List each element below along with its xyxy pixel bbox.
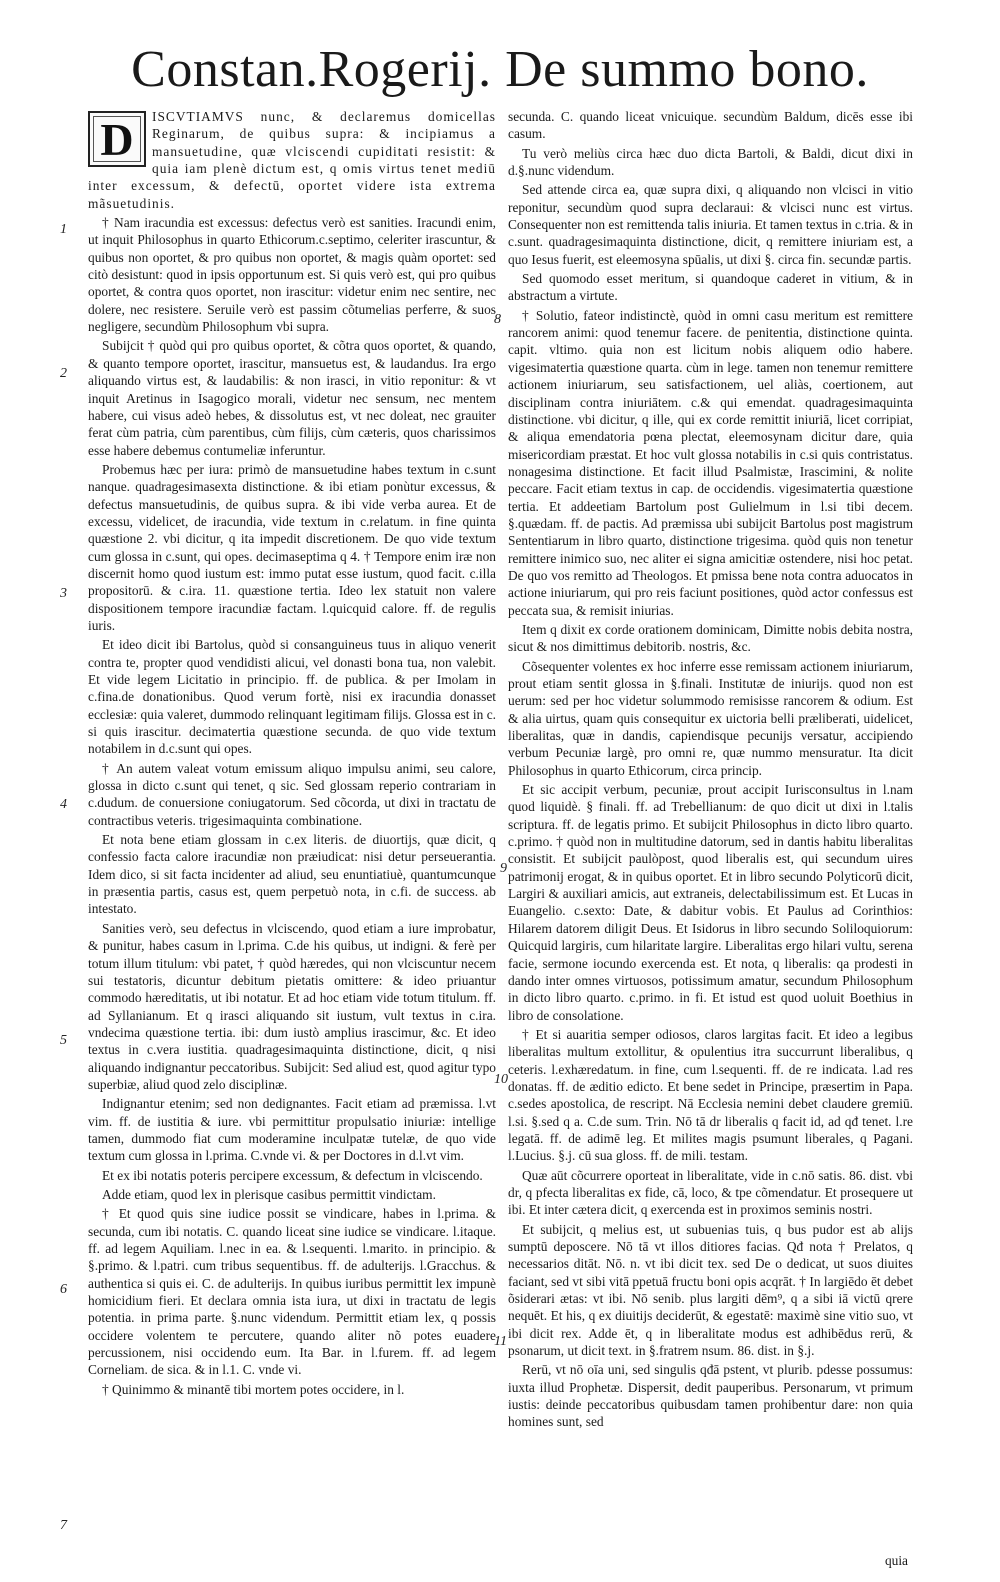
left-paragraph-12: † Et quod quis sine iudice possit se vindicare, habes in l.prima. & secunda, cum ibi notatis. C. quando liceat sine iudice se vindicare. l.itaque. ff. ad legem Aquiliam. l.nec in ea. & l.sequenti. l.marito. in principio. & §.primo. & l.patri. cum tribus sequentibus. ff. de adulterijs. l.Gracchus. & authentica si quis ei. C. de adulterijs. In quibus iuribus permittit lex impunè homicidium fieri. Et declara omnia ista iura, ut dixi in tractatu de legis potentia. in prima parte. §.nunc videndum. Permittit etiam lex, q possis occidere volentem te percutere, quando aliter nõ potes euadere percussionem, nisi occidendo eum. Ita Bar. in l.furem. ff. ad legem Corneliam. de sica. & in l.1. C. vnde vi.	[88, 1206, 496, 1378]
initial-letter: D	[100, 114, 134, 165]
left-paragraph-11: Adde etiam, quod lex in plerisque casibus permittit vindictam.	[102, 1186, 436, 1202]
right-paragraph-3: Sed attende circa ea, quæ supra dixi, q aliquando non vlcisci in vitio reponitur, secundùm quod supra declaraui: & vlcisci nunc est virtus. Consequenter non est remittenda talis iniuria. Et tamen textus in c.tria. & in c.sunt. quadragesimaquinta distinctione, dicit, q remittere iniuriam est, a quo Iesus fuerit, est eleemosyna spūalis, ut dixi §. circa fin. secundæ partis.	[508, 182, 913, 267]
right-paragraph-5: † Solutio, fateor indistinctè, quòd in omni casu meritum est remittere rancorem animi: quod tenemur facere. de penitentia, distinctione quinta. capit. vltimo. quia non est licitum nobis aliquem odio habere. vigesimatertia quæstione quarta. cùm in lege. tamen non tenemur remittere actionem iniuriarum, seu satisfactionem, uel aliàs, coertionem, aut disciplinam contra iniuriātem. c.& qui emendat. quadragesimaquinta distinctione. vbi dicitur, q ille, qui ex corde remittit iniuriā, licet corripiat, & aliqua emendatoria pœna plectat, eleemosynam dicitur dare, quia misericordiam præstat. Et hoc vult glossa notabilis in c.si quis contristatus. nonagesima distinctione. Et facit illud Psalmistæ, Irascimini, & nolite peccare. Facit etiam textus in cap. de occidendis. vigesimatertia quæstione tertia. Et addeetiam Bartolum post Gulielmum in l.si tibi decem. §.quædam. ff. de pactis. Ad præmissa ubi subijcit Bartolus post magistrum Sententiarum in libro quarto, distinctione trigesima. quòd quis non tenetur remittere inimico suo, nec aliter ei signa amicitiæ ostendere, nisi hoc petat. De quo vos remitto ad Theologos. Et pmissa bene nota contra aduocatos in actione iniuriarum, qui pro reis faciunt positiones, quòd actor confessus est peccata sua, & remisit iniurias.	[508, 307, 913, 618]
right-paragraph-8: Et sic accipit verbum, pecuniæ, prout accipit Iurisconsultus in l.nam quod liquidè. § finali. ff. ad Trebellianum: de quo dicit ut dixi in l.talis scriptura. ff. de legatis primo. Et subijcit Philosophus in dicto libro quarto. c.primo. † quòd non in multitudine datorum, sed in dantis habitu liberalitas consistit. Et subijcit paulòpost, quod liberalis est, qui secundum uires patrimonij erogat, & in quibus oportet. Et in libro secundo Polyticorū dicit, Largiri & auxiliari amicis, aut extraneis, delectabilissimum est. Et Lucas in Euangelio. c.sexto: Date, & dabitur vobis. Et Paulus ad Corinthios: Hilarem datorem diligit Deus. Et Isidorus in libro secundo Soliloquiorum: Quicquid largiris, cum hilaritate largire. Liberalitas ergo hilari vultu, serena facie, sermone iocundo exercenda est. Et nota, q liberalis: qa prodesti in dando inter omnes virtuosos, potissimum amatur, secundum Philosophum in dicto libro quarto. c.primo. in fi. Et istud est quod uoluit Boethius in libro de consolatione.	[508, 782, 913, 1023]
decorated-initial	[88, 111, 146, 167]
margin-number-right: 11	[494, 1334, 507, 1349]
left-paragraph-8: Sanities verò, seu defectus in vlciscendo, quod etiam a iure improbatur, & punitur, habes casum in l.prima. C.de his quibus, ut indigni. & ferè per totum illum titulum: vbi patet, † quòd hæredes, qui non vlciscuntur necem sui testatoris, dicuntur debitum pietatis omittere: & ideo priuantur commodo hæreditatis, ut ibi notatur. Et ad hoc etiam vide totum titulum. ff. ad Syllanianum. Et q irasci aliquando sit iustum, vult textus in c.ira. vndecima quæstione tertia. ibi: dum iustò amplius irascimur, &c. Et ideo textus in c.vera iustitia. quadragesimaquinta distinctione, dicit, q nisi aliquando indignantur peccatoribus. Subijcit: Sed aliud est, quod agitur typo superbiæ, aliud quod zelo disciplinæ.	[88, 920, 496, 1092]
margin-number-left: 7	[60, 1518, 67, 1533]
right-paragraph-11: Et subijcit, q melius est, ut subuenias tuis, q bus pudor est ab alijs sumptū deposcere. Nō tā vt illos ditiores facias. Qđ nota † Prelatos, q necessarios ditāt. Nō. n. vt ibi dicit tex. sed De o dedicat, ut suos diuites faciant, sed vt sibi vitā ppetuā fructu boni opis acqrāt. † In largiēdo ēt debet õsiderari ætas: vt ibi. Nō senib. plus largiti dēm⁹, q a sibi iā victū qrere nequēt. Et his, q ex diuitijs deciderūt, & egestatē: maximè sine vitio suo, vt ibi dicit rex. Adde ēt, q in liberalitate modus est adhibēdus rerū, & psonarum, ut dicit text. in §.fratrem nsum. 86. dist. in §.j.	[508, 1221, 913, 1359]
margin-number-right: 8	[494, 312, 501, 327]
margin-number-left: 2	[60, 366, 67, 381]
margin-number-left: 4	[60, 797, 67, 812]
left-paragraph-10: Et ex ibi notatis poteris percipere excessum, & defectum in vlciscendo.	[102, 1167, 483, 1183]
right-paragraph-1: secunda. C. quando liceat vnicuique. secundùm Baldum, dicēs esse ibi casum.	[508, 109, 913, 142]
right-paragraph-4: Sed quomodo esset meritum, si quandoque caderet in vitium, & in abstractum a virtute.	[508, 271, 913, 304]
left-paragraph-5: Et ideo dicit ibi Bartolus, quòd si consanguineus tuus in aliquo venerit contra te, propter quod vendidisti alicui, vel donasti bona tua, non valebit. Et vide legem Licitatio in principio. ff. de publica. & per Imolam in c.fina.de donationibus. Quod verum fortè, nisi ex iracundia donasset ecclesiæ: quia valeret, dummodo relinquant legitimam filijs. Glossa est in c. si quis irascitur. decimatertia quæstione secunda. de quo vide textum notabilem in d.c.sunt qui opes.	[88, 637, 496, 757]
left-paragraph-6: † An autem valeat votum emissum aliquo impulsu animi, seu calore, glossa in dicto c.sunt qui tenet, q sic. Sed glossam reperio contrariam in c.dudum. de conuersione coniugatorum. Sed cõcorda, ut dixi in tractatu de contractibus veteris. trigesimaquinta combinatione.	[88, 760, 496, 828]
margin-number-left: 1	[60, 222, 67, 237]
right-column	[508, 108, 913, 1560]
left-paragraph-13: † Quinimmo & minantē tibi mortem potes occidere, in l.	[102, 1381, 405, 1397]
margin-number-right: 9	[500, 861, 507, 876]
right-paragraph-6: Item q dixit ex corde orationem dominicam, Dimitte nobis debita nostra, sicut & nos dimittimus debitorib. nostris, &c.	[508, 621, 913, 655]
left-paragraph-3: Subijcit † quòd qui pro quibus oportet, & cõtra quos oportet, & quando, & quanto tempore oportet, irascitur, mansuetus est, & laudandus. Ira ergo aliquando virtus est, & laudabilis: & non irasci, in vitio reponitur: & vt inquit Aretinus in Isagogico morali, videtur nec sensum, nec mentem habere, cui visus adeò hebes, & dissolutus est, vt nec doleat, nec grauiter ferat cùm patria, cùm parentibus, cùm filijs, cùm cæteris, quos charissimos esse habere debemus contumeliæ inferuntur.	[88, 338, 496, 458]
left-paragraph-7: Et nota bene etiam glossam in c.ex literis. de diuortijs, quæ dicit, q confessio facta calore iracundiæ non præiudicat: nisi detur perseuerantia. Idem dico, si sit facta incidenter ad aliud, seu enuntiatiuè, quantumcunque in præsentia partis, casus est, quem perpetuò nota, in c.fi. de success. ab intestato.	[88, 832, 496, 917]
margin-number-right: 10	[494, 1072, 508, 1087]
catchword: quia	[884, 1553, 908, 1568]
running-header: Constan.Rogerij. De summo bono.	[131, 41, 869, 98]
margin-number-left: 6	[60, 1282, 67, 1297]
left-paragraph-4: Probemus hæc per iura: primò de mansuetudine habes textum in c.sunt nanque. quadragesimasexta distinctione. & ibi etiam ponùtur excessus, & defectus mansuetudinis, de quibus supra. & ibi vide verba aurea. Et de excessu, videlicet, de iracundia, vide textum in c.relatum. in fine quinta quæstione 2. vbi dicitur, q ita impedit discretionem. De quo vide textum cum glossa in c.sunt, qui opes. decimaseptima q 4. † Tempore enim iræ non discernit homo quod iustum est: immo putat esse iustum, quod facit. c.illa propositorū. & c.ira. 11. quæstione tertia. Ideo lex statuit non valere dispositionem tempore iracundiæ factam. l.quicquid calore. ff. de regulis iuris.	[88, 461, 496, 633]
left-column	[88, 108, 496, 1560]
right-paragraph-2: Tu verò meliùs circa hæc duo dicta Bartoli, & Baldi, dicut dixi in d.§.nunc videndum.	[508, 145, 913, 179]
right-paragraph-10: Quæ aūt cõcurrere oporteat in liberalitate, vide in c.nō satis. 86. dist. vbi dr, q pfecta liberalitas ex fide, cā, loco, & tpe cõmendatur. Et prosequere ut ibi. Et inter cætera dicit, q exercenda est in proximos seminis nostri.	[508, 1167, 913, 1218]
margin-number-left: 5	[60, 1033, 67, 1048]
right-paragraph-7: Cõsequenter volentes ex hoc inferre esse remissam actionem iniuriarum, prout etiam sentit glossa in §.finali. Institutæ de iniurijs. quod non est uerum: sed per hoc videtur solummodo remisisse rancorem & odium. Est & alia uirtus, quam quis consequitur ex uictoria belli præliberati, uidelicet, liberalitas, quæ in dandis, capiendisque pecunijs versatur, accipiendo verbum Pecuniæ largè, pro omni re, quæ nummo mensuratur. Ita dicit Philosophus in quarto Ethicorum, circa princip.	[508, 658, 913, 778]
right-paragraph-12: Rerū, vt nō oīa uni, sed singulis qđā pstent, vt plurib. pdesse possumus: iuxta illud Prophetæ. Dispersit, dedit pauperibus. Personarum, vt primum iustis: deinde peccatoribus quibusdam tamen prohibentur dare: non quia homines sunt, sed	[508, 1362, 913, 1430]
right-paragraph-9: † Et si auaritia semper odiosos, claros largitas facit. Et ideo a legibus liberalitas multum extollitur, & opulentius itra succurrunt liberalibus, q ceteris. l.exhæredatum. in fine, cum l.sequenti. ff. de re indicata. l.ad res donatas. ff. de æditio edicto. Et bene sedet in Principe, præsertim in Papa. c.sedes apostolica, de rescript. Nā Ecclesia nemini debet claudere gremiū. l.si. §.sed q a. C.de sum. Trin. Nō tā dr liberalis q facit id, ad qđ tenet. l.re legatā. ff. de adimē leg. Et milites magis psumunt liberales, q Pagani. l.Lucius. §.j. cū sua gloss. ff. de mili. testam.	[508, 1026, 913, 1164]
left-paragraph-2: † Nam iracundia est excessus: defectus verò est sanities. Iracundi enim, ut inquit Philosophus in quarto Ethicorum.c.septimo, celeriter irascuntur, & quibus non oportet, & pro quibus non oportet, & magis quàm oportet: sed citò desistunt: quod in ipsis opportunum est. Si quis verò est, qui pro quibus oportet, & contra quos oportet, non irascitur: videtur enim nec sentire, nec dolere, nec resistere. Seruile verò est passim cõtumelias perferre, & suos negligere, secundùm Philosophum vbi supra.	[88, 215, 496, 335]
margin-number-left: 3	[60, 586, 67, 601]
left-paragraph-9: Indignantur etenim; sed non dedignantes. Facit etiam ad præmissa. l.vt vim. ff. de iustitia & iure. vbi permittitur propulsatio iniuriæ: intellige tamen, dummodo fiat cum moderamine inculpatæ tutelæ, de quo vide textum cum glossa in l.prima. C.vnde vi. & per Doctores in d.l.vt vim.	[88, 1096, 496, 1164]
left-paragraph-1: ISCVTIAMVS nunc, & declaremus domicellas Reginarum, de quibus supra: & incipiamus a mansuetudine, quæ vlciscendi cupiditati resistit: & quia iam plenè dictum est, q omis virtus tenet mediū inter excessum, & defectū, oportet videre ista extrema mãsuetudinis.	[88, 109, 496, 211]
